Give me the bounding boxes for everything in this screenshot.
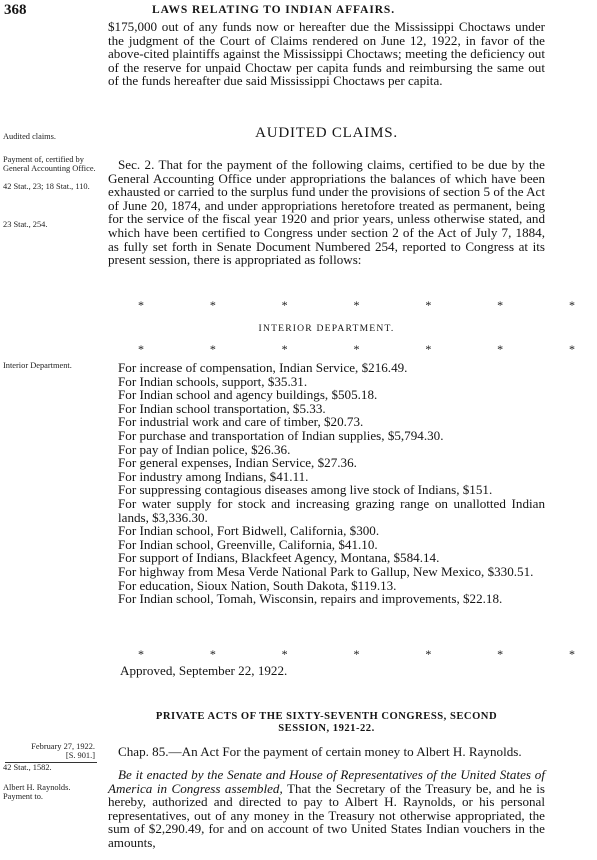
star: * [281,298,288,312]
chapter-text: Chap. 85.—An Act For the payment of certain money to Albert H. Raynolds. [118,744,522,759]
intro-paragraph: $175,000 out of any funds now or hereafter due the Mississippi Choctaws under the judgment of the Court of Claims rendered on June 12, 1922, in favor of the above-cited plaintiffs against the Mississippi Choctaws; meeting the deficiency out of the reserve for unpaid Choctaw per capita funds and reimbursing the same out of the funds hereafter due said Mississippi Choctaws per capita. [108,19,545,89]
section-2-text: Sec. 2. That for the payment of the following claims, certified to be due by the General Accounting Office under appropriations the balances of which have been exhausted or carried to the surplus fund under the provisions of section 5 of the Act of June 20, 1874, and under appropriations heretofore treated as permanent, being for the service of the fiscal year 1920 and prior years, unless otherwise stated, and which have been certified to Congress under section 2 of the Act of July 7, 1884, as fully set forth in Senate Document Numbered 254, reported to Congress at its present session, there is appropriated as follows: [108,157,545,268]
margin-raynolds-payment: Albert H. Raynolds. Payment to. [3,783,71,801]
list-item: For industry among Indians, $41.11. [118,468,309,484]
stars-row-3 [108,648,597,660]
list-item: For Indian school, Fort Bidwell, California, $300. [118,523,380,539]
list-item: For Indian school and agency buildings, $505.18. [118,387,378,403]
list-item: For increase of compensation, Indian Service, $216.49. [118,360,408,375]
star: * [425,647,432,661]
star: * [353,342,360,356]
margin-interior-department: Interior Department. [3,361,72,370]
star: * [425,342,432,356]
list-item: For Indian school transportation, $5.33. [118,400,326,416]
list-item: For highway from Mesa Verde National Park to Gallup, New Mexico, $330.51. [118,563,534,579]
list-item: For Indian school, Tomah, Wisconsin, repairs and improvements, $22.18. [118,591,503,607]
star: * [209,298,216,312]
private-acts-heading-line-1: PRIVATE ACTS OF THE SIXTY-SEVENTH CONGRESS, SECOND [155,711,498,722]
margin-payment-certified: Payment of, certified by General Accounting Office. [3,155,96,173]
enacting-text: That the Secretary of the Treasury be, and he is hereby, authorized and directed to pay to Albert H. Raynolds, or his personal representatives, out of any money in the Treasury not otherwise appropriated, the sum of $2,290.49, for and on account of two United States Indian vouchers in the amounts, [108,780,545,850]
star: * [209,647,216,661]
private-acts-heading [108,711,545,735]
intro-paragraph-block [108,20,545,88]
star: * [138,647,144,661]
star: * [497,342,504,356]
margin-bill-number: [S. 901.] [65,751,95,760]
star: * [568,298,575,312]
enacting-paragraph [108,768,545,850]
list-item: For suppressing contagious diseases among live stock of Indians, $151. [118,482,493,498]
interior-department-heading: INTERIOR DEPARTMENT. [258,323,395,334]
audited-claims-heading: AUDITED CLAIMS. [255,125,398,141]
chapter-line [108,745,545,759]
margin-stat-ref-3: 42 Stat., 1582. [3,763,52,772]
star: * [138,298,144,312]
list-item: For pay of Indian police, $26.36. [118,441,291,457]
star: * [497,647,504,661]
margin-date: February 27, 1922. [31,742,95,751]
star: * [568,342,575,356]
list-item: For support of Indians, Blackfeet Agency, Montana, $584.14. [118,550,440,566]
star: * [497,298,504,312]
star: * [281,647,288,661]
section-2-block [108,158,545,267]
running-title: LAWS RELATING TO INDIAN AFFAIRS. [152,4,395,16]
page-number: 368 [4,2,27,18]
star: * [353,298,360,312]
stars-row-2 [108,343,597,355]
list-item: For education, Sioux Nation, South Dakota, $119.13. [118,577,397,593]
private-acts-heading-line-2: SESSION, 1921-22. [278,723,375,734]
star: * [281,342,288,356]
stars-row-1 [108,299,597,311]
star: * [568,647,575,661]
list-item: For industrial work and care of timber, $20.73. [118,414,364,430]
list-item: For Indian schools, support, $35.31. [118,373,308,389]
list-item: For water supply for stock and increasing grazing range on unallotted Indian lands, $3,336.30. [118,495,545,525]
list-item: For general expenses, Indian Service, $27.36. [118,455,357,471]
star: * [353,647,360,661]
star: * [138,342,144,356]
star: * [209,342,216,356]
margin-stat-ref-2: 23 Stat., 254. [3,220,48,229]
interior-items-list [108,361,545,606]
star: * [425,298,432,312]
enacting-clause: Be it enacted by the Senate and House of Representatives of the United States of America in Congress assembled, [108,767,545,796]
list-item: For Indian school, Greenville, California, $41.10. [118,536,378,552]
margin-audited-claims: Audited claims. [3,132,57,141]
approved-line: Approved, September 22, 1922. [120,663,288,678]
list-item: For purchase and transportation of Indian supplies, $5,794.30. [118,427,444,443]
margin-stat-ref-1: 42 Stat., 23; 18 Stat., 110. [3,182,90,191]
